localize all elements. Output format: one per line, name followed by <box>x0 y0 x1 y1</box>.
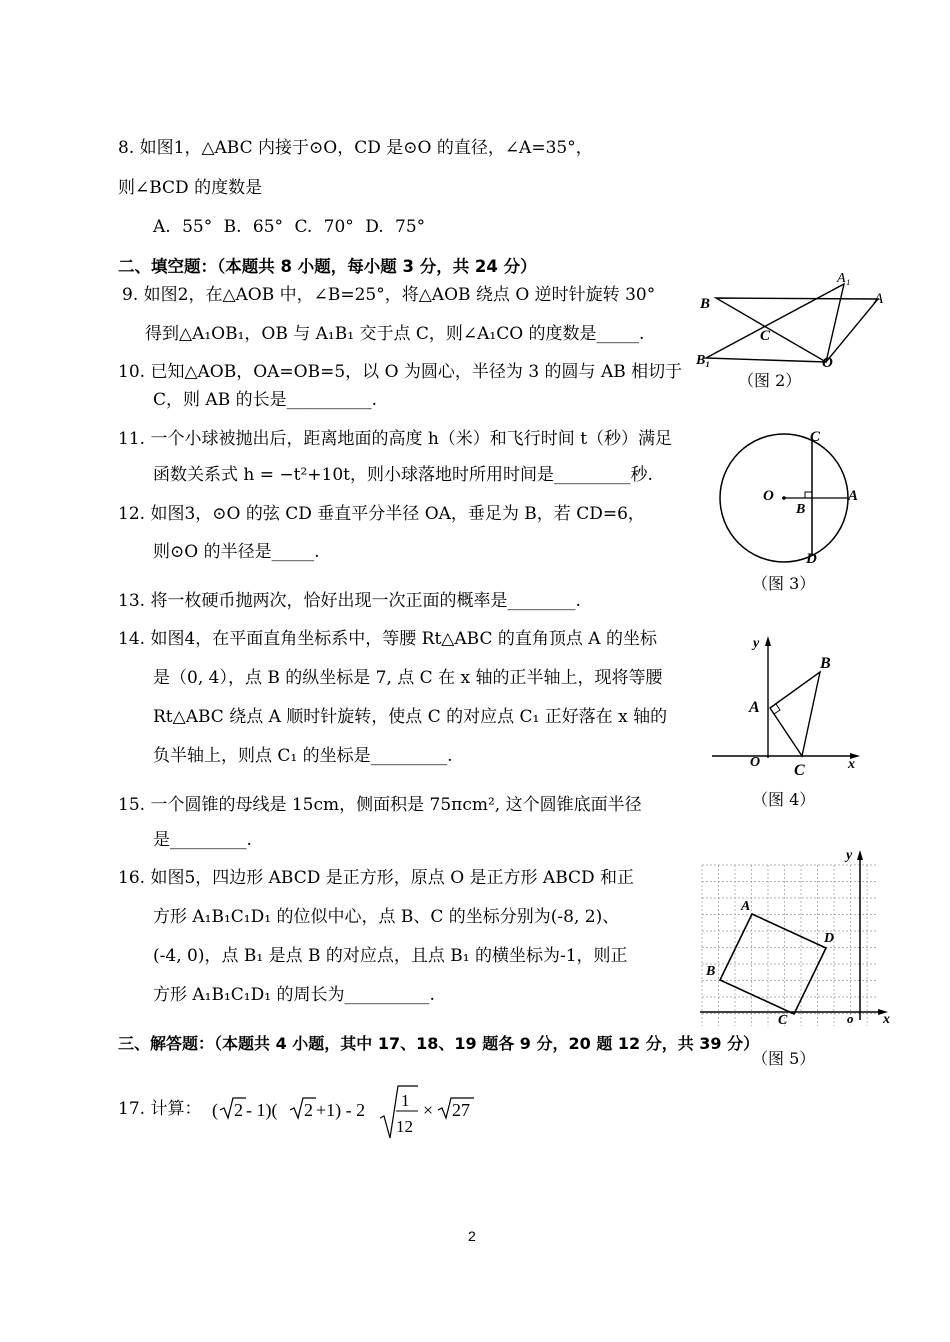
fig4-label-C: C <box>794 762 805 779</box>
y-axis-arrow <box>857 850 863 860</box>
figure-3 <box>712 426 872 570</box>
fig4-label-O: O <box>750 755 761 770</box>
figure-3-caption: （图 3） <box>752 574 816 593</box>
section-2-heading: 二、填空题：（本题共 8 小题，每小题 3 分，共 24 分） <box>118 257 537 276</box>
q17-radicand-27: 27 <box>452 1100 470 1120</box>
q8-line1: 8. 如图1，△ABC 内接于⊙O，CD 是⊙O 的直径，∠A=35°， <box>118 138 593 158</box>
triangle-aob <box>716 298 878 362</box>
triangle-a1ob1 <box>706 284 844 362</box>
fig2-label-C: C <box>760 328 771 344</box>
q12-line1: 12. 如图3，⊙O 的弦 CD 垂直平分半径 OA，垂足为 B，若 CD=6， <box>118 504 645 524</box>
q9-line2: 得到△A₁OB₁，OB 与 A₁B₁ 交于点 C，则∠A₁CO 的度数是_____. <box>145 324 645 344</box>
q16-line2: 方形 A₁B₁C₁D₁ 的位似中心，点 B、C 的坐标分别为(-8, 2)、 <box>153 907 620 927</box>
fig5-label-D: D <box>824 931 835 946</box>
section-3-heading: 三、解答题：（本题共 4 小题，其中 17、18、19 题各 9 分，20 题 12 分，共 39 分） <box>118 1034 760 1053</box>
fig5-label-C: C <box>778 1013 788 1028</box>
q17-expression <box>212 1082 482 1142</box>
q8-line2: 则∠BCD 的度数是 <box>118 178 263 198</box>
fig4-label-B: B <box>820 655 831 672</box>
figure-5 <box>696 842 896 1032</box>
fig3-label-C: C <box>810 429 821 445</box>
q16-line1: 16. 如图5，四边形 ABCD 是正方形，原点 O 是正方形 ABCD 和正 <box>118 868 635 888</box>
y-axis-arrow <box>765 636 771 646</box>
fig4-label-y: y <box>753 636 760 651</box>
triangle-abc <box>770 672 820 756</box>
figure-5-caption: （图 5） <box>752 1049 816 1068</box>
q14-line1: 14. 如图4，在平面直角坐标系中，等腰 Rt△ABC 的直角顶点 A 的坐标 <box>118 629 657 649</box>
fig5-label-A: A <box>741 899 751 914</box>
q9-line1: 9. 如图2，在△AOB 中，∠B=25°，将△AOB 绕点 O 逆时针旋转 30° <box>122 285 656 305</box>
fig2-label-B1: B₁ <box>696 353 711 368</box>
grid <box>702 865 878 1026</box>
right-angle-mark <box>805 492 812 498</box>
q14-line2: 是（0, 4），点 B 的纵坐标是 7, 点 C 在 x 轴的正半轴上，现将等腰 <box>153 668 663 688</box>
q17-paren: ( <box>212 1100 218 1120</box>
figure-2 <box>696 268 896 376</box>
q17-radicand-2b: 2 <box>304 1100 313 1120</box>
fig5-label-o: o <box>847 1011 854 1026</box>
q16-line3: (-4, 0)，点 B₁ 是点 B 的对应点，且点 B₁ 的横坐标为-1，则正 <box>153 946 628 966</box>
q17-radicand-2a: 2 <box>234 1100 243 1120</box>
q14-line4: 负半轴上，则点 C₁ 的坐标是_________. <box>153 746 453 766</box>
fig3-label-D: D <box>806 551 817 567</box>
q11-line2: 函数关系式 h = −t²+10t，则小球落地时所用时间是_________秒. <box>153 465 653 485</box>
figure-4-caption: （图 4） <box>752 790 816 809</box>
fig3-label-A: A <box>848 488 859 504</box>
page-number: 2 <box>468 1228 476 1244</box>
q10-line2: C，则 AB 的长是__________. <box>153 390 377 410</box>
q17-frac-den: 12 <box>396 1117 413 1136</box>
q14-line3: Rt△ABC 绕点 A 顺时针旋转，使点 C 的对应点 C₁ 正好落在 x 轴的 <box>153 707 668 727</box>
q8-options: A. 55° B. 65° C. 70° D. 75° <box>153 217 426 237</box>
fig4-label-x: x <box>848 757 855 772</box>
q15-line1: 15. 一个圆锥的母线是 15cm，侧面积是 75πcm², 这个圆锥底面半径 <box>118 795 642 815</box>
fig2-label-B: B <box>700 296 711 312</box>
figure-2-caption: （图 2） <box>738 371 802 390</box>
q16-line4: 方形 A₁B₁C₁D₁ 的周长为__________. <box>153 985 435 1005</box>
figure-4 <box>706 630 866 780</box>
fig5-label-B: B <box>706 964 716 979</box>
fig2-label-O: O <box>822 355 833 371</box>
q11-line1: 11. 一个小球被抛出后，距离地面的高度 h（米）和飞行时间 t（秒）满足 <box>118 429 673 449</box>
right-angle-mark <box>774 704 780 714</box>
q17-mid1: - 1)( <box>246 1100 278 1120</box>
q13-line1: 13. 将一枚硬币抛两次，恰好出现一次正面的概率是________. <box>118 591 581 611</box>
q12-line2: 则⊙O 的半径是_____. <box>153 542 320 562</box>
fig3-label-O: O <box>763 488 774 504</box>
q10-line1: 10. 已知△AOB，OA=OB=5，以 O 为圆心，半径为 3 的圆与 AB 相切于 <box>118 362 683 382</box>
fig5-label-x: x <box>883 1012 890 1027</box>
q17-mid2: +1) - 2 <box>316 1100 366 1120</box>
q17-times: × <box>423 1100 434 1120</box>
fig2-label-A1: A₁ <box>837 271 851 286</box>
fig3-label-B: B <box>796 502 806 517</box>
fig4-label-A: A <box>749 699 760 716</box>
q15-line2: 是_________. <box>153 830 252 850</box>
q17-frac-num: 1 <box>401 1091 410 1110</box>
center-point <box>782 496 786 500</box>
fig2-label-A: A <box>874 291 884 307</box>
q17-prefix: 17. 计算： <box>118 1099 202 1119</box>
fig5-label-y: y <box>846 848 853 863</box>
